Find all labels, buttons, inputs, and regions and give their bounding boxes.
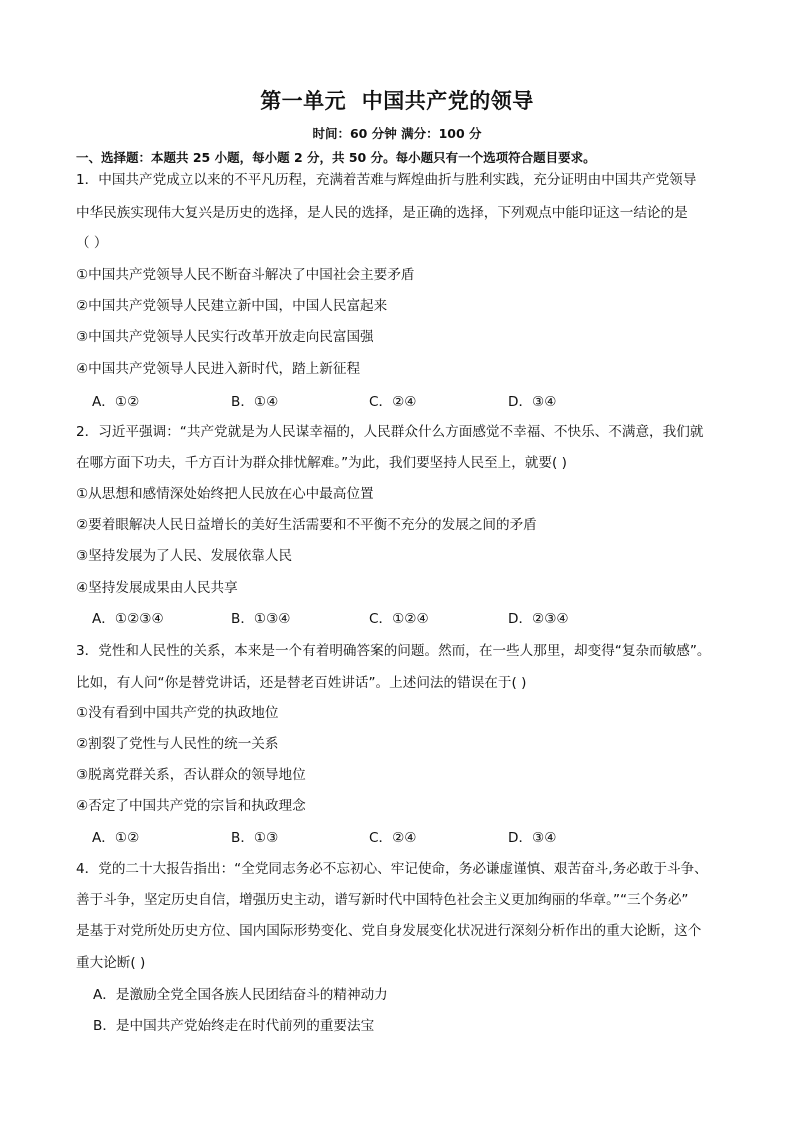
question-2-stem-line-2: 在哪方面下功夫，千方百计为群众排忧解难。”为此，我们要坚持人民至上，就要( ) — [76, 455, 567, 471]
question-4-stem-line-2: 善于斗争，坚定历史自信，增强历史主动，谱写新时代中国特色社会主义更加绚丽的华章。”“三个务必” — [76, 892, 689, 908]
question-2-statement-1: ①从思想和感情深处始终把人民放在心中最高位置 — [76, 486, 374, 502]
question-4-stem-line-3: 是基于对党所处历史方位、国内国际形势变化、党自身发展变化状况进行深刻分析作出的重大论断，这个 — [76, 923, 702, 939]
question-3-statement-3: ③脱离党群关系，否认群众的领导地位 — [76, 767, 306, 783]
question-4-stem-line-4: 重大论断( ) — [76, 955, 146, 971]
question-1-statement-1: ①中国共产党领导人民不断奋斗解决了中国社会主要矛盾 — [76, 267, 415, 283]
page-title: 第一单元 中国共产党的领导 — [260, 89, 534, 113]
question-2-statement-4: ④坚持发展成果由人民共享 — [76, 580, 238, 596]
question-3-choice-a[interactable]: A．①② — [92, 830, 140, 846]
question-1-choice-c[interactable]: C．②④ — [369, 394, 417, 410]
question-3-stem-line-2: 比如，有人问“你是替党讲话，还是替老百姓讲话”。上述问法的错误在于( ) — [76, 675, 527, 691]
question-1-choice-a[interactable]: A．①② — [92, 394, 140, 410]
question-1-stem-line-1: 1．中国共产党成立以来的不平凡历程，充满着苦难与辉煌曲折与胜利实践，充分证明由中国共产党领导 — [76, 172, 697, 188]
question-1-choice-d[interactable]: D．③④ — [508, 394, 557, 410]
question-2-statement-2: ②要着眼解决人民日益增长的美好生活需要和不平衡不充分的发展之间的矛盾 — [76, 517, 537, 533]
question-4-choice-b[interactable]: B．是中国共产党始终走在时代前列的重要法宝 — [93, 1018, 375, 1034]
section-heading: 一、选择题：本题共 25 小题，每小题 2 分，共 50 分。每小题只有一个选项符合题目要求。 — [76, 150, 596, 165]
question-3-choice-d[interactable]: D．③④ — [508, 830, 557, 846]
question-1-stem-line-3: （ ） — [76, 235, 108, 251]
question-4-choice-a[interactable]: A．是激励全党全国各族人民团结奋斗的精神动力 — [93, 987, 388, 1003]
question-3-stem-line-1: 3．党性和人民性的关系，本来是一个有着明确答案的问题。然而，在一些人那里，却变得“复杂而敏感”。 — [76, 643, 711, 659]
question-2-choice-c[interactable]: C．①②④ — [369, 611, 429, 627]
question-1-statement-2: ②中国共产党领导人民建立新中国，中国人民富起来 — [76, 298, 388, 314]
question-3-statement-2: ②割裂了党性与人民性的统一关系 — [76, 736, 279, 752]
question-2-choice-a[interactable]: A．①②③④ — [92, 611, 164, 627]
question-2-stem-line-1: 2．习近平强调：“共产党就是为人民谋幸福的，人民群众什么方面感觉不幸福、不快乐、不满意，我们就 — [76, 424, 704, 440]
question-3-statement-4: ④否定了中国共产党的宗旨和执政理念 — [76, 798, 306, 814]
question-1-statement-4: ④中国共产党领导人民进入新时代，踏上新征程 — [76, 361, 361, 377]
question-3-statement-1: ①没有看到中国共产党的执政地位 — [76, 705, 279, 721]
question-1-statement-3: ③中国共产党领导人民实行改革开放走向民富国强 — [76, 329, 374, 345]
exam-info: 时间：60 分钟 满分：100 分 — [312, 126, 482, 141]
question-3-choice-b[interactable]: B．①③ — [231, 830, 279, 846]
question-1-stem-line-2: 中华民族实现伟大复兴是历史的选择，是人民的选择，是正确的选择，下列观点中能印证这一结论的是 — [76, 205, 688, 221]
question-3-choice-c[interactable]: C．②④ — [369, 830, 417, 846]
question-1-choice-b[interactable]: B．①④ — [231, 394, 279, 410]
question-2-choice-b[interactable]: B．①③④ — [231, 611, 291, 627]
question-4-stem-line-1: 4．党的二十大报告指出：“全党同志务必不忘初心、牢记使命，务必谦虚谨慎、艰苦奋斗,务必敢于斗争、 — [76, 861, 708, 877]
question-2-statement-3: ③坚持发展为了人民、发展依靠人民 — [76, 548, 293, 564]
question-2-choice-d[interactable]: D．②③④ — [508, 611, 569, 627]
